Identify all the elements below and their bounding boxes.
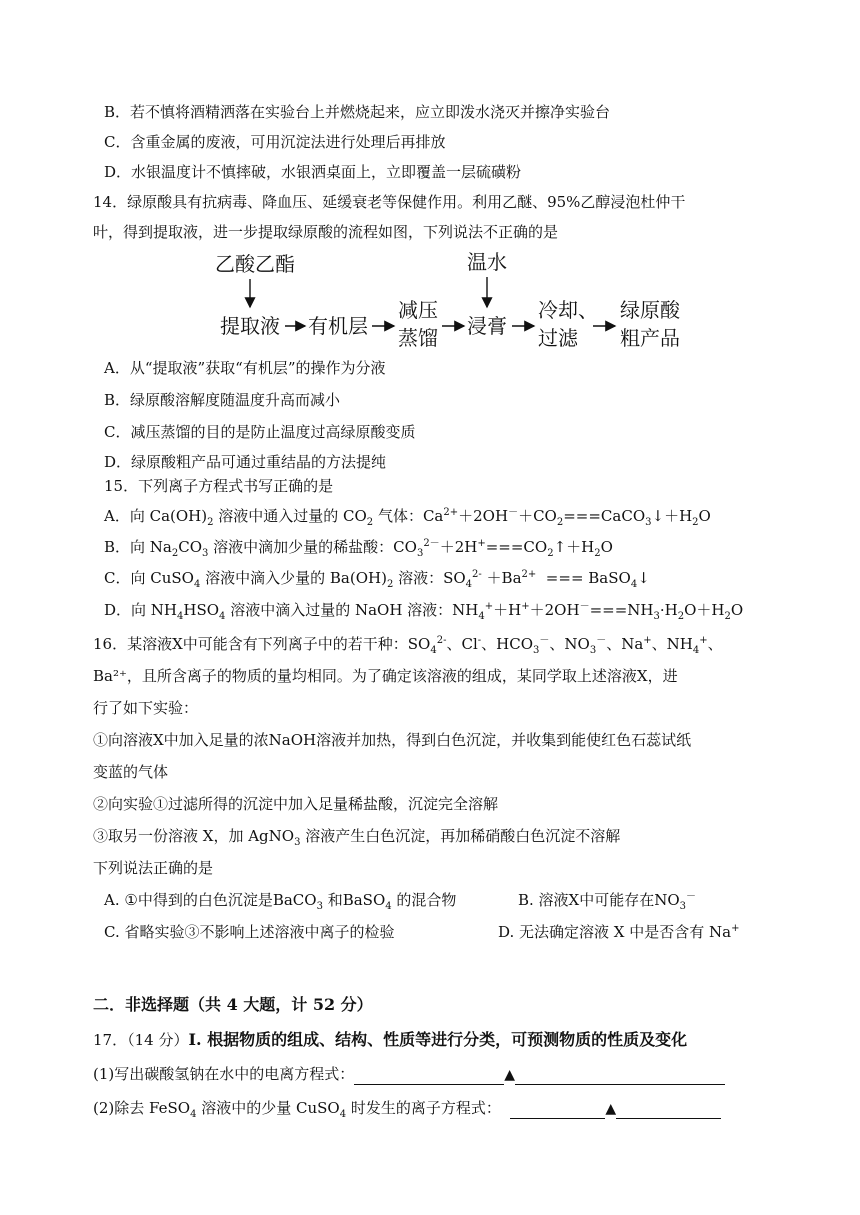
- q17-part1-text: (1)写出碳酸氢钠在水中的电离方程式：: [93, 1065, 355, 1083]
- q16-option-d: D. 无法确定溶液 X 中是否含有 Na+: [498, 923, 740, 941]
- section-title: 二．非选择题（共 4 大题，计 52 分）: [93, 995, 373, 1014]
- q17-part2: (2)除去 FeSO$_4$ 溶液中的少量 CuSO$_4$ 时发生的离子方程式： ▲: [93, 1098, 721, 1119]
- q16-option-c: C. 省略实验③不影响上述溶液中离子的检验: [104, 923, 395, 941]
- q16-stem-line3: 行了如下实验：: [93, 699, 199, 717]
- flow-step-vacuum-a: 减压: [398, 298, 438, 322]
- q14-stem-line1: 14．绿原酸具有抗病毒、降血压、延缓衰老等保健作用。利用乙醚、95%乙醇浸泡杜仲干: [93, 193, 686, 211]
- q15-option-a: A．向 $Ca(OH)_2$ 溶液中通入过量的 $CO_2$ 气体：$Ca^{2+}+2OH^-+CO_2===CaCO_3↓+H_2O$: [104, 507, 711, 528]
- q16-exp3: ③取另一份溶液 X，加 AgNO$_3$ 溶液产生白色沉淀，再加稀硝酸白色沉淀不溶解: [93, 827, 621, 848]
- q14-option-d: D．绿原酸粗产品可通过重结晶的方法提纯: [104, 453, 387, 471]
- q16-exp1-line2: 变蓝的气体: [93, 763, 169, 781]
- answer-blank[interactable]: [354, 1068, 504, 1085]
- answer-mark-triangle: ▲: [605, 1101, 617, 1117]
- q17-number: 17．（14 分）: [93, 1031, 189, 1049]
- answer-blank[interactable]: [515, 1068, 725, 1085]
- q16-option-b: B. 溶液X中可能存在$NO_3^-$: [518, 891, 697, 912]
- q16-stem-line2: Ba²⁺，且所含离子的物质的量均相同。为了确定该溶液的组成，某同学取上述溶液X，进: [93, 667, 678, 685]
- q14-stem-line2: 叶，得到提取液，进一步提取绿原酸的流程如图，下列说法不正确的是: [93, 223, 559, 241]
- answer-mark-triangle: ▲: [504, 1067, 516, 1083]
- flow-step-cool-b: 过滤: [538, 326, 578, 350]
- q14-option-c: C．减压蒸馏的目的是防止温度过高绿原酸变质: [104, 423, 416, 441]
- q16-option-a: A. ①中得到的白色沉淀是BaCO$_3$ 和BaSO$_4$ 的混合物: [104, 891, 457, 912]
- q17-header: [93, 1030, 687, 1050]
- q14-option-b: B．绿原酸溶解度随温度升高而减小: [104, 391, 341, 409]
- flow-step-extract: 提取液: [220, 314, 280, 338]
- q17-part1: [93, 1064, 725, 1085]
- flow-reagent-warm-water: 温水: [467, 250, 507, 274]
- flow-step-extract-paste: 浸膏: [467, 314, 507, 338]
- q15-option-b: B．向 $Na_2CO_3$ 溶液中滴加少量的稀盐酸：$CO_3^{2-}+2H^+===CO_2↑+H_2O$: [104, 538, 613, 559]
- q15-option-d: D．向 $NH_4HSO_4$ 溶液中滴入过量的 NaOH 溶液：$NH_4^++H^++2OH^-===NH_3\cdot H_2O+H_2O$: [104, 601, 744, 622]
- answer-blank[interactable]: [616, 1102, 721, 1119]
- flow-reagent-ethyl-acetate: 乙酸乙酯: [215, 252, 295, 276]
- q16-exp1-line1: ①向溶液X中加入足量的浓NaOH溶液并加热，得到白色沉淀，并收集到能使红色石蕊试纸: [93, 731, 692, 749]
- flow-step-product-a: 绿原酸: [620, 298, 680, 322]
- flow-step-cool-a: 冷却、: [538, 298, 598, 322]
- q16-ask: 下列说法正确的是: [93, 859, 214, 877]
- q15-stem: 15．下列离子方程式书写正确的是: [104, 477, 334, 495]
- q13-option-b: B．若不慎将酒精洒落在实验台上并燃烧起来，应立即泼水浇灭并擦净实验台: [104, 103, 611, 121]
- answer-blank[interactable]: [510, 1102, 605, 1119]
- q13-option-c: C．含重金属的废液，可用沉淀法进行处理后再排放: [104, 133, 446, 151]
- q13-option-d: D．水银温度计不慎摔破，水银洒桌面上，立即覆盖一层硫磺粉: [104, 163, 522, 181]
- q15-option-c: C．向 CuSO$_4$ 溶液中滴入少量的 $Ba(OH)_2$ 溶液：$SO_4^{2-} +Ba^{2+}$ === BaSO$_4$↓: [104, 569, 650, 590]
- flow-step-organic-layer: 有机层: [308, 314, 368, 338]
- q14-option-a: A．从“提取液”获取“有机层”的操作为分液: [104, 359, 386, 377]
- q16-stem-line1: 16．某溶液X中可能含有下列离子中的若干种：$SO_4^{2-}$、Cl-、$HCO_3^-$、$NO_3^-$、Na+、$NH_4^+$、: [93, 635, 723, 656]
- q14-flow-diagram: [200, 245, 700, 357]
- q17-heading: Ⅰ. 根据物质的组成、结构、性质等进行分类，可预测物质的性质及变化: [188, 1030, 688, 1049]
- q16-exp2: ②向实验①过滤所得的沉淀中加入足量稀盐酸，沉淀完全溶解: [93, 795, 499, 813]
- flow-step-vacuum-b: 蒸馏: [398, 326, 438, 350]
- flow-step-product-b: 粗产品: [620, 326, 680, 350]
